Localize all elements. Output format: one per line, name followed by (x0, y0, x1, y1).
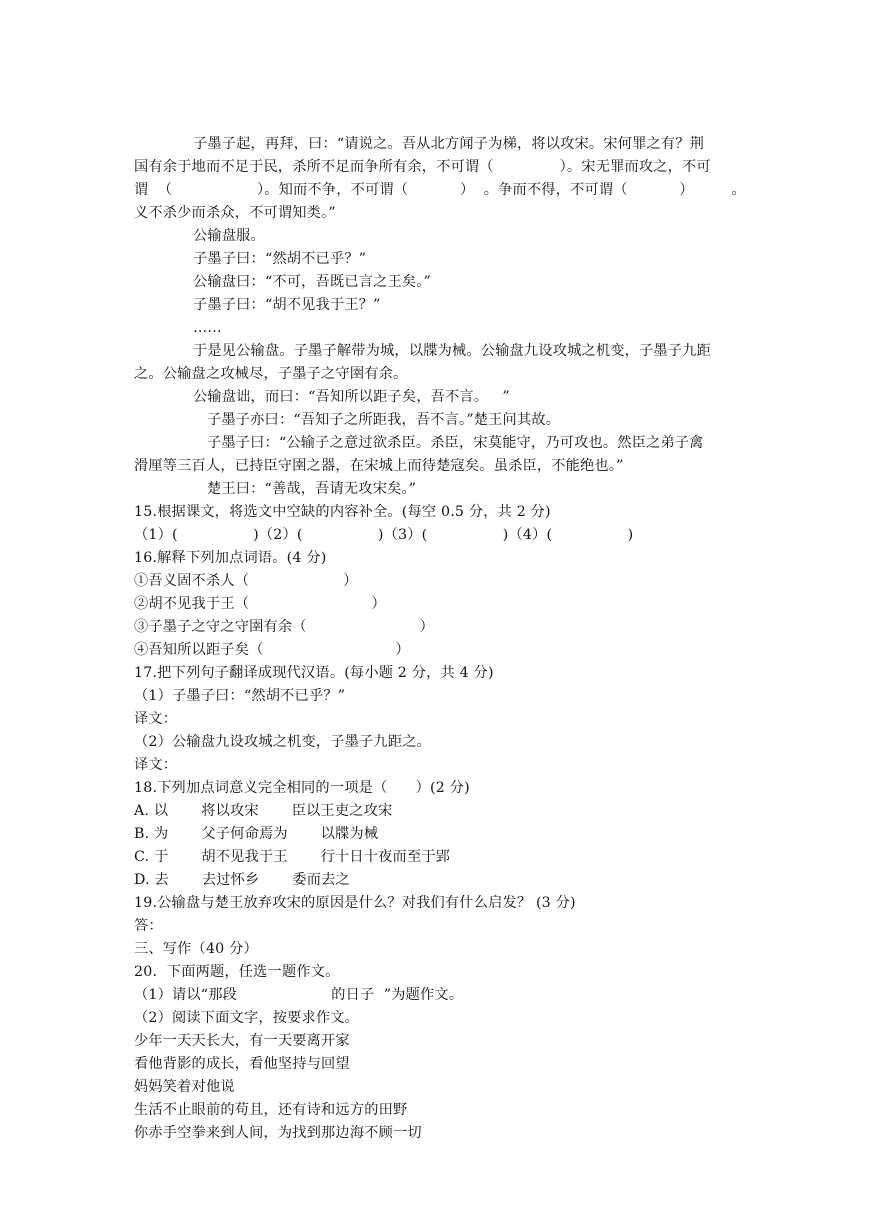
passage-line: 之。公输盘之攻械尽，子墨子之守圉有余。 (134, 366, 408, 382)
passage-line: 子墨子曰：“然胡不已乎？” (193, 251, 367, 267)
passage-line: 谓 （ ）。知而不争，不可谓（ ） 。争而不得，不可谓（ ） 。 (134, 182, 746, 198)
passage-line: 公输盘曰：“不可，吾既已言之王矣。” (193, 274, 432, 290)
writing-option: （1）请以“那段 的日子 ”为题作文。 (134, 987, 464, 1003)
passage-line: 公输盘服。 (193, 228, 265, 244)
poem-line: 你赤手空拳来到人间，为找到那边海不顾一切 (134, 1125, 422, 1141)
ellipsis: …… (193, 320, 222, 336)
passage-line: 子墨子曰：“公输子之意过欲杀臣。杀臣，宋莫能守，乃可攻也。然臣之弟子禽 (207, 435, 704, 451)
passage-line: 楚王曰：“善哉，吾请无攻宋矣。” (207, 481, 417, 497)
question-18-option: A. 以 将以攻宋 臣以王吏之攻宋 (134, 803, 393, 819)
passage-line: 子墨子曰：“胡不见我于王？” (193, 297, 381, 313)
passage-line: 义不杀少而杀众，不可谓知类。” (134, 205, 336, 221)
translation-label: 译文： (134, 757, 178, 773)
poem-line: 妈妈笑着对他说 (134, 1079, 235, 1095)
passage-line: 公输盘诎，而曰：“吾知所以距子矣，吾不言。 ” (193, 389, 510, 405)
writing-option: （2）阅读下面文字，按要求作文。 (134, 1010, 360, 1026)
question-19: 19.公输盘与楚王放弃攻宋的原因是什么？对我们有什么启发？ (3 分) (134, 895, 576, 911)
question-17-sentence: （1）子墨子曰：“然胡不已乎？” (134, 688, 346, 704)
question-17: 17.把下列句子翻译成现代汉语。(每小题 2 分，共 4 分) (134, 665, 494, 681)
answer-label: 答： (134, 918, 163, 934)
question-18-option: D. 去 去过怀乡 委而去之 (134, 872, 350, 888)
passage-line: 国有余于地而不足于民，杀所不足而争所有余，不可谓（ ）。宋无罪而攻之，不可 (134, 159, 711, 175)
question-16-item: ②胡不见我于王（ ） (134, 596, 386, 612)
question-16-item: ④吾知所以距子矣（ ） (134, 642, 410, 658)
passage-line: 子墨子亦曰：“吾知子之所距我，吾不言。”楚王问其故。 (207, 412, 561, 428)
question-16: 16.解释下列加点词语。(4 分) (134, 550, 327, 566)
question-20: 20．下面两题，任选一题作文。 (134, 964, 340, 980)
passage-line: 滑厘等三百人，已持臣守圉之器，在宋城上而待楚寇矣。虽杀臣，不能绝也。” (134, 458, 624, 474)
question-15-blanks: （1）( )（2）( )（3）( )（4）( ) (134, 527, 634, 543)
question-15: 15.根据课文，将选文中空缺的内容补全。(每空 0.5 分，共 2 分) (134, 504, 551, 520)
passage-line: 于是见公输盘。子墨子解带为城，以牒为械。公输盘九设攻城之机变，子墨子九距 (193, 343, 711, 359)
poem-line: 看他背影的成长，看他坚持与回望 (134, 1056, 350, 1072)
poem-line: 生活不止眼前的苟且，还有诗和远方的田野 (134, 1102, 408, 1118)
translation-label: 译文： (134, 711, 178, 727)
passage-line: 子墨子起，再拜，曰：“请说之。吾从北方闻子为梯，将以攻宋。宋何罪之有？荆 (193, 136, 705, 152)
section-heading: 三、写作（40 分） (134, 941, 258, 957)
question-16-item: ①吾义固不杀人（ ） (134, 573, 358, 589)
question-17-sentence: （2）公输盘九设攻城之机变，子墨子九距之。 (134, 734, 431, 750)
question-18-option: B. 为 父子何命焉为 以牒为械 (134, 826, 379, 842)
question-18-option: C. 于 胡不见我于王 行十日十夜而至于郢 (134, 849, 451, 865)
question-18: 18.下列加点词意义完全相同的一项是（ ）(2 分) (134, 780, 470, 796)
question-16-item: ③子墨子之守之守圉有余（ ） (134, 619, 435, 635)
poem-line: 少年一天天长大，有一天要离开家 (134, 1033, 350, 1049)
